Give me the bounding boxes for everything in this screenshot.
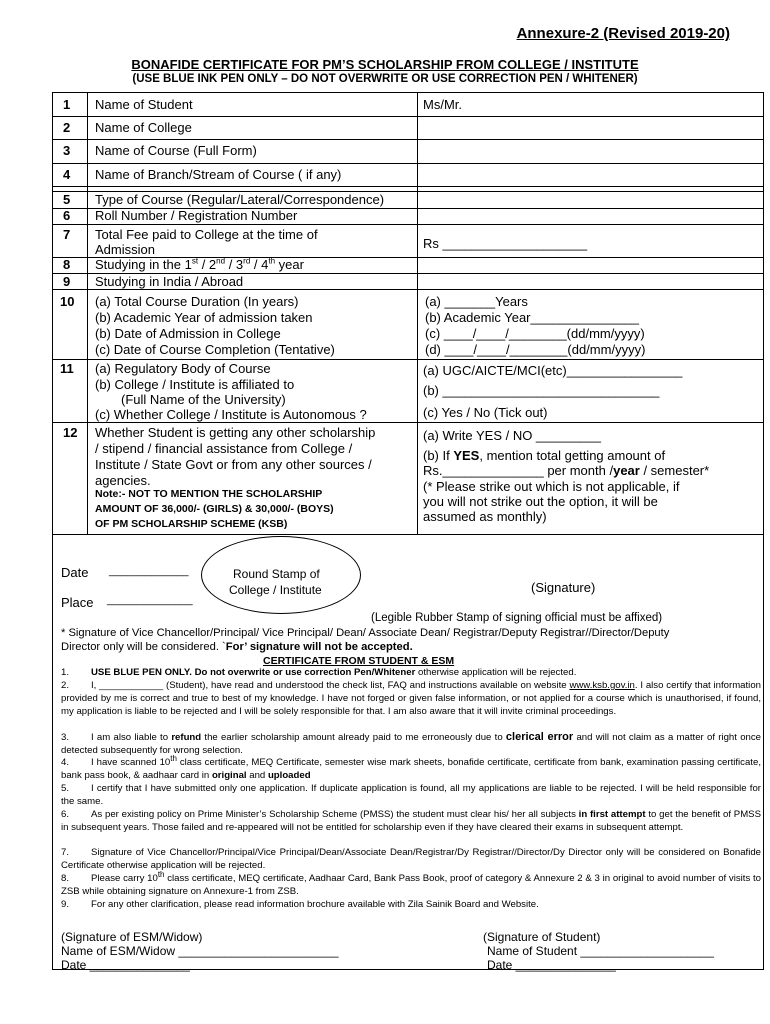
row-number: 2 [63,120,71,135]
academic-year-field[interactable]: (b) Academic Year_______________ [425,310,639,325]
row-number: 7 [63,227,71,242]
roll-number-label: Roll Number / Registration Number [95,208,298,223]
row-number: 5 [63,192,71,207]
university-name-label: (Full Name of the University) [121,392,286,407]
course-name-label: Name of Course (Full Form) [95,143,257,158]
student-name-label: Name of Student [95,97,193,112]
branch-label: Name of Branch/Stream of Course ( if any) [95,167,342,182]
strike-note: you will not strike out the option, it will be [423,494,658,509]
certificate-form [52,92,764,970]
regulatory-body-label: (a) Regulatory Body of Course [95,361,271,376]
esm-date-field[interactable]: Date _______________ [61,958,190,972]
other-scholarship-label: Institute / State Govt or from any other sources / [95,457,372,472]
course-type-label: Type of Course (Regular/Lateral/Correspondence) [95,192,385,207]
esm-signature-label: (Signature of ESM/Widow) [61,930,203,944]
total-fee-field[interactable]: Rs ____________________ [423,236,588,251]
amount-field[interactable]: Rs.______________ per month /year / semester* [423,463,710,478]
course-duration-field[interactable]: (a) _______Years [425,294,528,309]
declaration-point-4: 4. I have scanned 10th class certificate, MEQ Certificate, semester wise mark sheets, bonafide certificate, certificate from bank, examination passing certificate, bank pass book, & aadhaar card in original and uploaded [61,753,761,781]
page-subtitle: (USE BLUE INK PEN ONLY – DO NOT OVERWRITE OR USE CORRECTION PEN / WHITENER) [132,73,638,85]
place-field[interactable]: ______________ [107,594,193,606]
row-number: 6 [63,208,71,223]
declaration-point-5: 5. I certify that I have submitted only one application. If duplicate application is found, all my applications are liable to be rejected. I will be held responsible for the same. [61,783,761,807]
esm-name-field[interactable]: Name of ESM/Widow ________________________ [61,944,339,958]
regulatory-body-field[interactable]: (a) UGC/AICTE/MCI(etc)________________ [423,363,683,378]
declaration-point-2: 2. I, ____________ (Student), have read and understood the check list, FAQ and instructions available on website www.ksb.gov.in. I also certify that information provided by me is correct and true to best of my knowledge. I have not forged or given false information, or not applied for a course which is unauthorised, if found, my application is liable to be rejected and I will be solely responsible for that. I am also aware that it will invite criminal proceedings. [61,680,761,717]
row-number: 12 [63,425,78,440]
admission-date-label: (b) Date of Admission in College [95,326,281,341]
other-scholarship-label: agencies. [95,473,151,488]
row-number: 3 [63,143,71,158]
admission-date-field[interactable]: (c) ____/____/________(dd/mm/yyyy) [425,326,645,341]
strike-note: (* Please strike out which is not applicable, if [423,479,680,494]
completion-date-label: (c) Date of Course Completion (Tentative) [95,342,335,357]
rubber-stamp-note: (Legible Rubber Stamp of signing official must be affixed) [371,612,663,624]
student-name-field[interactable]: Ms/Mr. [423,97,462,112]
declaration-point-8: 8. Please carry 10th class certificate, MEQ certificate, Aadhaar Card, Bank Pass Book, proof of category & Annexure 2 & 3 in original to avoid number of visits to ZSB while obtaining signature on Annexure-1 from ZSB. [61,869,761,897]
amount-instruction: (b) If YES, mention total getting amount of [423,448,666,463]
affiliation-label: (b) College / Institute is affiliated to [95,377,295,392]
affiliation-field[interactable]: (b) ______________________________ [423,383,660,398]
student-name-footer-field[interactable]: Name of Student ____________________ [487,944,714,958]
other-scholarship-label: Whether Student is getting any other scholarship [95,425,376,440]
declaration-point-9: 9. For any other clarification, please read information brochure available with Zila Sainik Board and Website. [61,899,539,910]
other-scholarship-label: / stipend / financial assistance from College / [95,441,353,456]
other-scholarship-field[interactable]: (a) Write YES / NO _________ [423,428,602,443]
student-signature-label: (Signature of Student) [483,930,601,944]
course-name-field[interactable] [423,143,753,161]
page-title: BONAFIDE CERTIFICATE FOR PM’S SCHOLARSHIP FROM COLLEGE / INSTITUTE [131,57,639,72]
signatory-note: Director only will be considered. `For’ signature will not be accepted. [61,641,413,653]
student-date-field[interactable]: Date _______________ [487,958,616,972]
website-link[interactable]: www.ksb.gov.in [569,680,635,691]
stamp-label: College / Institute [229,583,322,597]
total-fee-label: Total Fee paid to College at the time of [95,227,318,242]
autonomous-field[interactable]: (c) Yes / No (Tick out) [423,405,548,420]
scholarship-note: Note:- NOT TO MENTION THE SCHOLARSHIP [95,488,323,500]
row-number: 4 [63,167,71,182]
row-number: 10 [60,294,75,309]
autonomous-label: (c) Whether College / Institute is Autonomous ? [95,407,367,422]
date-field[interactable]: _____________ [109,565,189,577]
signature-label: (Signature) [531,580,596,595]
college-name-field[interactable] [423,120,753,138]
declaration-point-6: 6. As per existing policy on Prime Minister’s Scholarship Scheme (PMSS) the student must clear his/ her all subjects in first attempt to get the benefit of PMSS in subsequent years. Those failed and re-appeared will not be entitled for scholarship even if they have cleared their exams in subsequent attempt. [61,809,761,833]
signatory-note: * Signature of Vice Chancellor/Principal/ Vice Principal/ Dean/ Associate Dean/ Registrar/Deputy Registrar//Director/Deputy [61,627,670,639]
studying-year-label: Studying in the 1st / 2nd / 3rd / 4th year [95,256,304,272]
study-location-label: Studying in India / Abroad [95,274,244,289]
declaration-heading: CERTIFICATE FROM STUDENT & ESM [263,655,455,667]
course-duration-label: (a) Total Course Duration (In years) [95,294,299,309]
declaration-point-7: 7. Signature of Vice Chancellor/Principal/Vice Principal/Dean/Associate Dean/Registrar/Dy Registrar//Director/Dy Director only will be considered on Bonafide Certificate otherwise application will be rejected. [61,847,761,871]
place-label: Place [61,595,94,610]
branch-field[interactable] [423,167,753,185]
strike-note: assumed as monthly) [423,509,547,524]
total-fee-label-cont: Admission [95,242,155,257]
declaration-point-3: 3. I am also liable to refund the earlier scholarship amount already paid to me erroneously due to clerical error and will not claim as a matter of right once detected subsequently for wrong selection. [61,731,761,756]
row-number: 1 [63,97,71,112]
row-number: 11 [60,361,74,376]
date-label: Date [61,565,89,580]
academic-year-label: (b) Academic Year of admission taken [95,310,313,325]
completion-date-field[interactable]: (d) ____/____/________(dd/mm/yyyy) [425,342,646,357]
declaration-point-1: 1. USE BLUE PEN ONLY. Do not overwrite or use correction Pen/Whitener otherwise application will be rejected. [61,667,577,678]
stamp-label: Round Stamp of [233,567,320,581]
row-number: 8 [63,257,71,272]
scholarship-note: OF PM SCHOLARSHIP SCHEME (KSB) [95,518,288,530]
row-number: 9 [63,274,71,289]
annexure-label: Annexure-2 (Revised 2019-20) [516,25,730,42]
scholarship-note: AMOUNT OF 36,000/- (GIRLS) & 30,000/- (BOYS) [95,503,334,515]
college-name-label: Name of College [95,120,192,135]
